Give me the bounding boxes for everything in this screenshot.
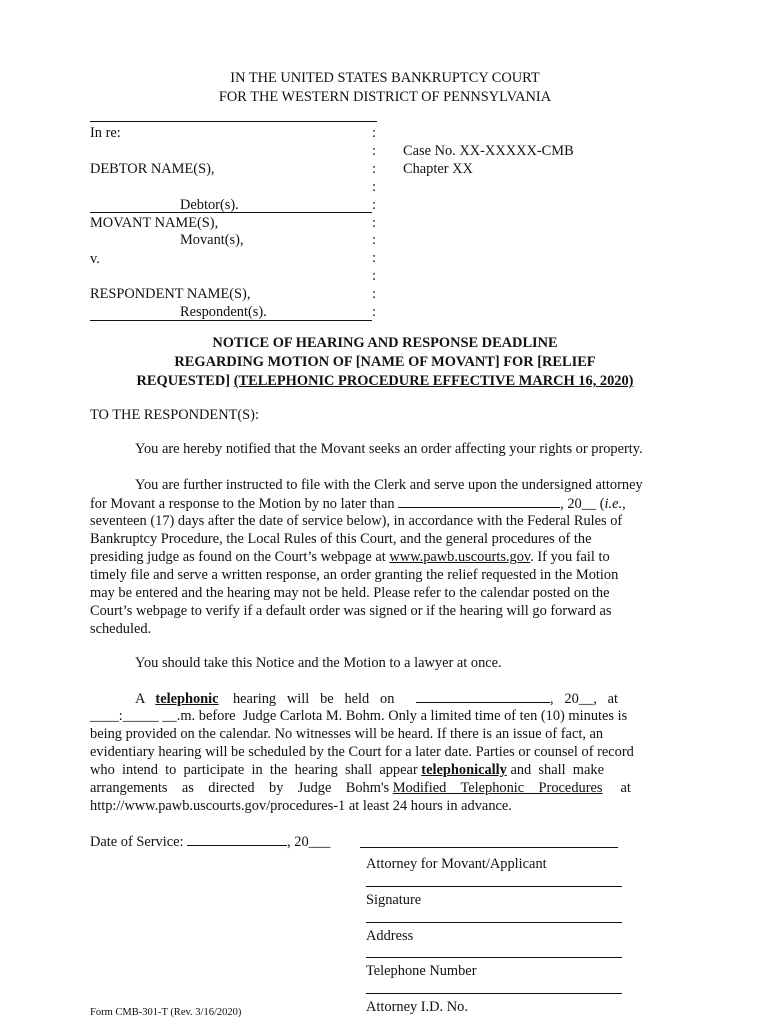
debtor-rule xyxy=(90,212,372,213)
text-segment: . If you fail to xyxy=(530,549,610,565)
respondent-name: RESPONDENT NAME(S), xyxy=(90,286,251,302)
text-segment: before Judge Carlota M. Bohm. Only a limited time of ten (10) minutes is xyxy=(198,708,628,724)
respondent-rule xyxy=(90,320,372,321)
attorney-for-movant-label: Attorney for Movant/Applicant xyxy=(366,856,547,872)
debtor-name: DEBTOR NAME(S), xyxy=(90,161,215,177)
caption-colon: : xyxy=(372,215,376,231)
paragraph-notified: You are hereby notified that the Movant seeks an order affecting your rights or property. xyxy=(135,441,643,457)
caption-colon: : xyxy=(372,250,376,266)
movant-role: Movant(s), xyxy=(180,232,244,248)
date-of-service xyxy=(90,833,330,851)
caption-colon: : xyxy=(372,143,376,159)
text-line: You are further instructed to file with the Clerk and serve upon the undersigned attorney xyxy=(135,477,643,493)
text-segment: and shall make xyxy=(510,762,604,778)
respondent-role: Respondent(s). xyxy=(180,304,267,320)
text-line: Court’s webpage to verify if a default order was signed or if the hearing will go forward as xyxy=(90,603,612,619)
caption-colon: : xyxy=(372,304,376,320)
telephone-label: Telephone Number xyxy=(366,963,477,979)
text-segment: arrangements as directed by Judge Bohm's xyxy=(90,780,390,796)
service-date-blank xyxy=(187,833,287,846)
text-segment: who intend to participate in the hearing shall appear xyxy=(90,762,418,778)
text-line: may be entered and the hearing may not be held. Please refer to the calendar posted on the xyxy=(90,585,610,601)
address-label: Address xyxy=(366,928,414,944)
notice-title-requested: REQUESTED] xyxy=(136,373,231,389)
chapter: Chapter XX xyxy=(403,161,473,177)
phone-line xyxy=(366,957,622,958)
hearing-time-blank: ____:_____ __.m. xyxy=(90,708,196,724)
court-district: FOR THE WESTERN DISTRICT OF PENNSYLVANIA xyxy=(218,89,552,105)
signature-label: Signature xyxy=(366,892,422,908)
debtor-role: Debtor(s). xyxy=(180,197,239,213)
attorney-id-line xyxy=(366,993,622,994)
signature-line xyxy=(366,886,622,887)
notice-title-line1: NOTICE OF HEARING AND RESPONSE DEADLINE xyxy=(212,335,558,351)
court-name: IN THE UNITED STATES BANKRUPTCY COURT xyxy=(230,70,540,86)
case-number: Case No. XX-XXXXX-CMB xyxy=(403,143,574,159)
text-segment: , 20__, at xyxy=(550,691,618,707)
text-line xyxy=(135,690,618,708)
text-line xyxy=(90,762,604,779)
paragraph-lawyer: You should take this Notice and the Motion to a lawyer at once. xyxy=(135,655,502,671)
text-line xyxy=(90,708,627,725)
attorney-line xyxy=(360,847,618,848)
service-year: , 20___ xyxy=(287,834,331,850)
text-line: Bankruptcy Procedure, the Local Rules of this Court, and the general procedures of the xyxy=(90,531,592,547)
form-number-footer: Form CMB-301-T (Rev. 3/16/2020) xyxy=(90,1007,242,1018)
text-segment: for Movant a response to the Motion by no later than xyxy=(90,496,395,512)
date-of-service-label: Date of Service: xyxy=(90,834,184,850)
text-line xyxy=(90,495,680,513)
caption-colon: : xyxy=(372,232,376,248)
notice-title-telephonic: (TELEPHONIC PROCEDURE EFFECTIVE MARCH 16, 2020) xyxy=(233,373,634,389)
caption-colon: : xyxy=(372,197,376,213)
caption-top-rule xyxy=(90,121,377,122)
telephonic-procedures-link[interactable]: Modified Telephonic Procedures xyxy=(392,780,603,796)
versus: v. xyxy=(90,251,100,267)
telephonically-emphasis: telephonically xyxy=(421,762,507,778)
text-line xyxy=(90,780,631,797)
notice-title-line3 xyxy=(0,373,770,390)
text-line: seventeen (17) days after the date of service below), in accordance with the Federal Rules of xyxy=(90,513,623,529)
text-segment: A xyxy=(135,691,145,707)
notice-title-line2: REGARDING MOTION OF [NAME OF MOVANT] FOR [RELIEF xyxy=(174,354,596,370)
telephonic-emphasis: telephonic xyxy=(155,691,219,707)
procedures-url: http://www.pawb.uscourts.gov/procedures-1 at least 24 hours in advance. xyxy=(90,798,512,814)
response-date-blank xyxy=(398,495,560,508)
to-respondent-heading: TO THE RESPONDENT(S): xyxy=(90,407,259,423)
attorney-id-label: Attorney I.D. No. xyxy=(366,999,468,1015)
caption-colon: : xyxy=(372,179,376,195)
address-line xyxy=(366,922,622,923)
hearing-date-blank xyxy=(416,690,550,703)
caption-colon: : xyxy=(372,268,376,284)
text-line: being provided on the calendar. No witnesses will be heard. If there is an issue of fact, an xyxy=(90,726,604,742)
text-segment: , 20__ ( xyxy=(560,496,605,512)
text-segment: i.e. xyxy=(604,496,623,512)
movant-name: MOVANT NAME(S), xyxy=(90,215,219,231)
in-re-label: In re: xyxy=(90,125,121,141)
text-segment: at xyxy=(620,780,631,796)
text-segment: , xyxy=(622,496,626,512)
court-website-link[interactable]: www.pawb.uscourts.gov xyxy=(389,549,531,565)
text-line: evidentiary hearing will be scheduled by the Court for a later date. Parties or counsel of record xyxy=(90,744,634,760)
text-segment: hearing will be held on xyxy=(232,691,395,707)
caption-colon: : xyxy=(372,161,376,177)
text-segment: presiding judge as found on the Court’s webpage at xyxy=(90,549,386,565)
caption-colon: : xyxy=(372,286,376,302)
text-line: timely file and serve a written response, an order granting the relief requested in the Motion xyxy=(90,567,619,583)
caption-colon: : xyxy=(372,125,376,141)
text-line xyxy=(90,549,610,566)
text-line: scheduled. xyxy=(90,621,152,637)
